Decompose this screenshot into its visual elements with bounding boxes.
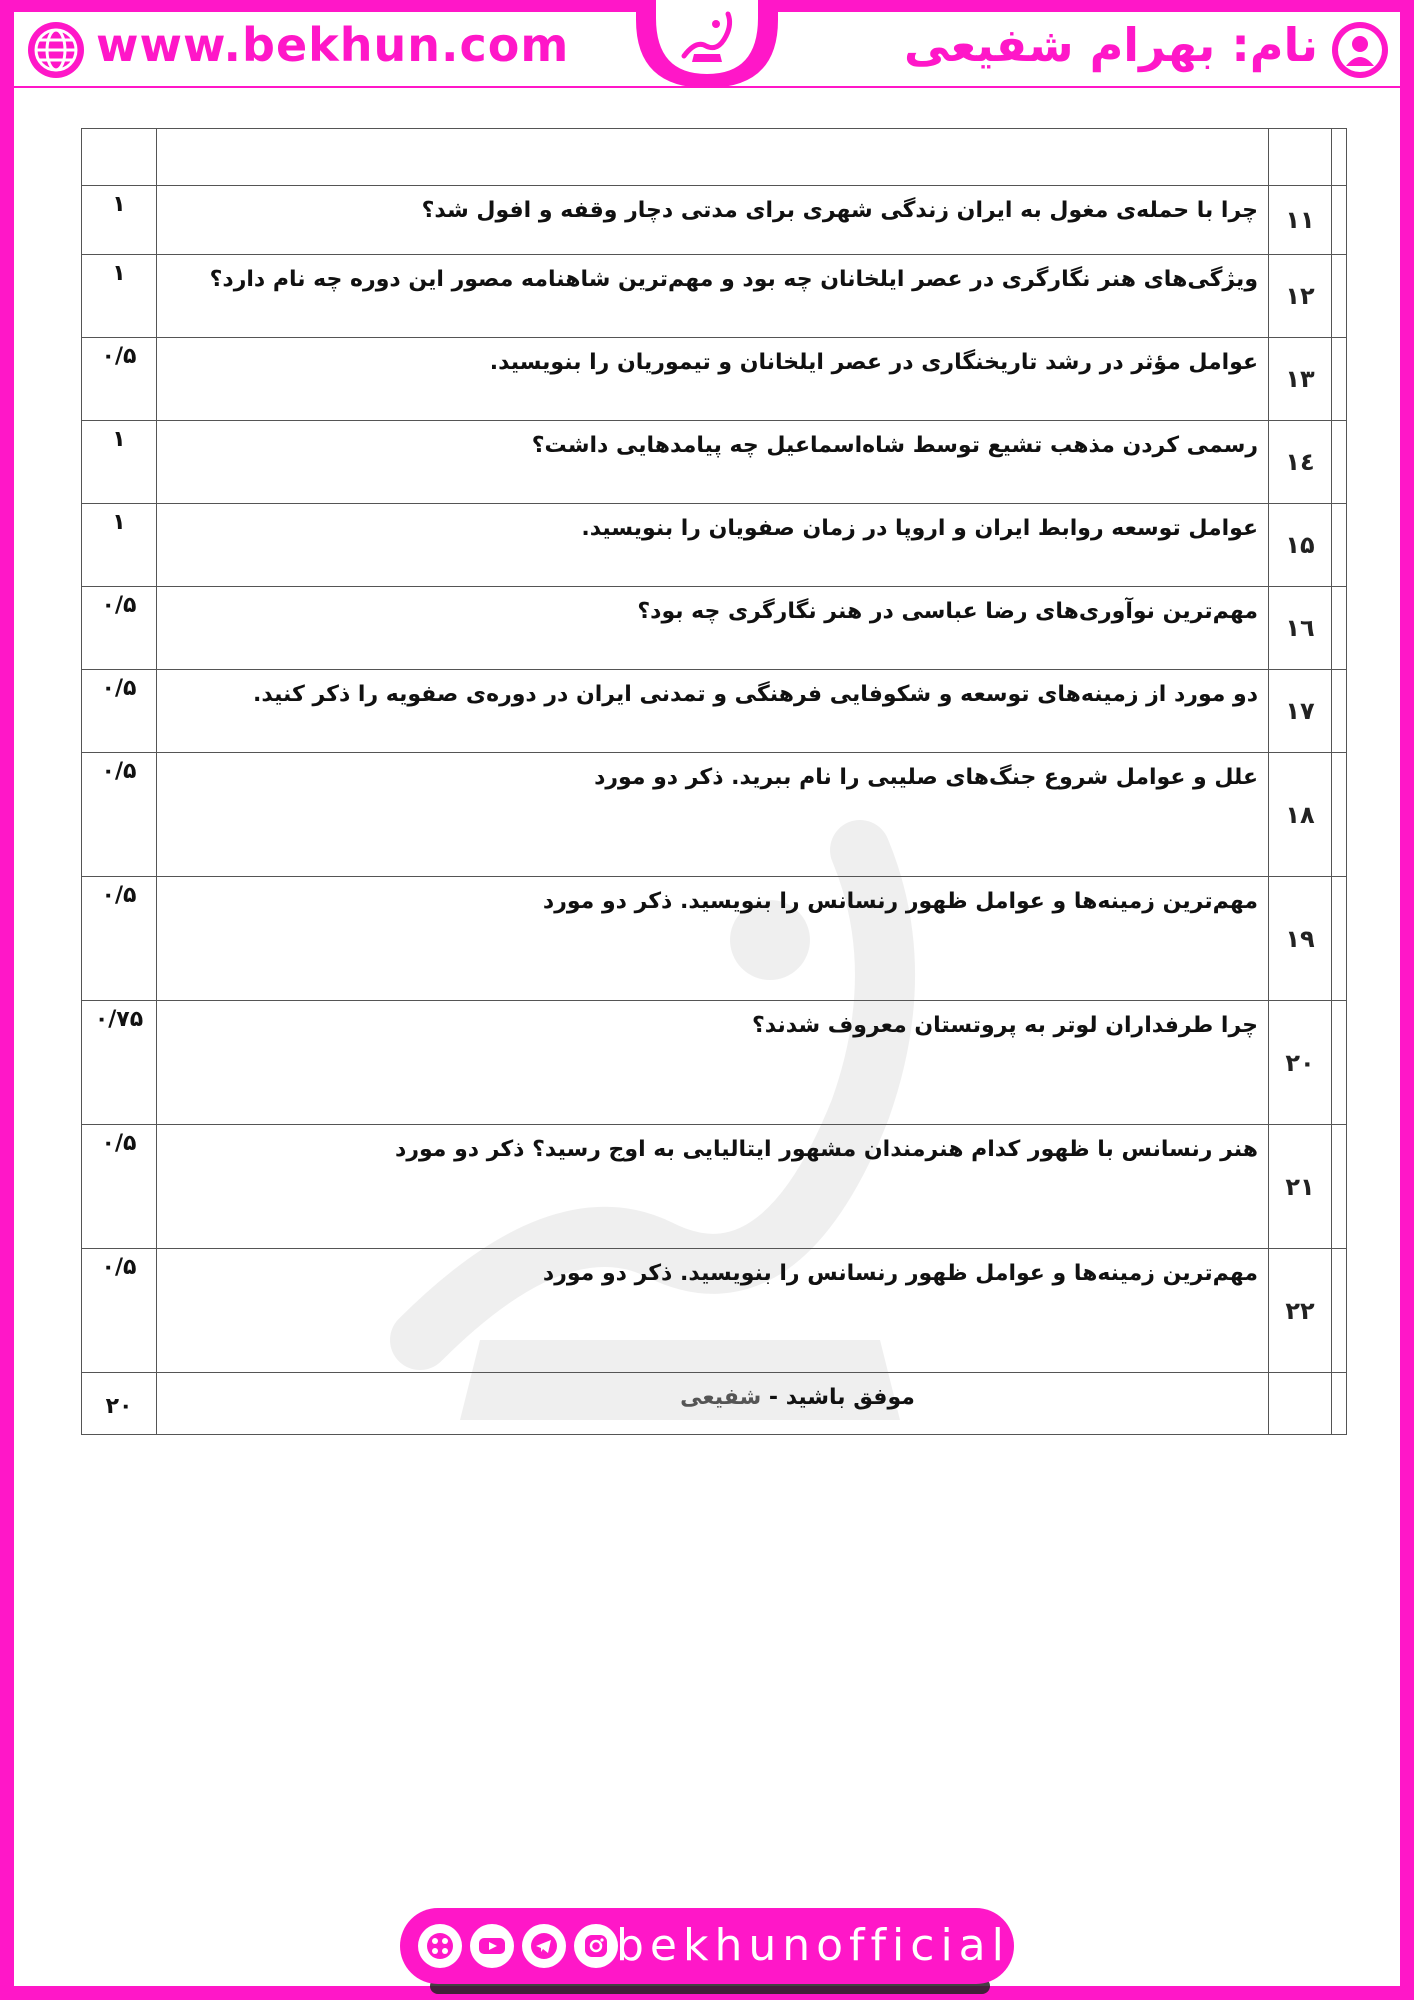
- question-score: ۰/۵: [82, 1249, 157, 1373]
- question-text: رسمی کردن مذهب تشیع توسط شاه‌اسماعیل چه پیامدهایی داشت؟: [157, 421, 1269, 504]
- closing-separator: -: [761, 1385, 786, 1410]
- question-number: ۱۸: [1269, 753, 1332, 877]
- question-number: ۱۹: [1269, 877, 1332, 1001]
- instagram-icon[interactable]: [574, 1924, 618, 1968]
- student-name: نام: بهرام شفیعی: [903, 18, 1318, 72]
- footer-social-bar: [400, 1908, 1014, 1984]
- question-score: ۰/۵: [82, 587, 157, 670]
- question-text: ویژگی‌های هنر نگارگری در عصر ایلخانان چه بود و مهم‌ترین شاهنامه مصور این دوره چه نام دارد؟: [157, 255, 1269, 338]
- logo-badge: [636, 0, 778, 88]
- closing-name: شفیعی: [680, 1385, 762, 1410]
- table-row: [82, 338, 1347, 421]
- table-row: [82, 670, 1347, 753]
- user-icon: [1328, 18, 1392, 82]
- table-row: [82, 587, 1347, 670]
- question-number: ۱۵: [1269, 504, 1332, 587]
- aparat-icon[interactable]: [418, 1924, 462, 1968]
- question-score: ۰/۵: [82, 753, 157, 877]
- telegram-icon[interactable]: [522, 1924, 566, 1968]
- question-number: ۲۱: [1269, 1125, 1332, 1249]
- question-score: ۱: [82, 255, 157, 338]
- question-text: مهم‌ترین نوآوری‌های رضا عباسی در هنر نگارگری چه بود؟: [157, 587, 1269, 670]
- question-score: ۱: [82, 421, 157, 504]
- table-row: [82, 877, 1347, 1001]
- closing-row: [82, 1373, 1347, 1435]
- question-number: ۱۱: [1269, 186, 1332, 255]
- question-score: ۰/۵: [82, 877, 157, 1001]
- table-row: [82, 421, 1347, 504]
- site-url[interactable]: www.bekhun.com: [96, 18, 570, 72]
- table-row: [82, 1125, 1347, 1249]
- question-score: ۱: [82, 504, 157, 587]
- question-number: ۱۷: [1269, 670, 1332, 753]
- question-text: عوامل توسعه روابط ایران و اروپا در زمان صفویان را بنویسید.: [157, 504, 1269, 587]
- closing-text: [157, 1373, 1269, 1435]
- table-row: [82, 753, 1347, 877]
- question-number: ۱٤: [1269, 421, 1332, 504]
- table-header-row: [82, 129, 1347, 186]
- question-text: علل و عوامل شروع جنگ‌های صلیبی را نام ببرید. ذکر دو مورد: [157, 753, 1269, 877]
- question-score: ۰/۵: [82, 1125, 157, 1249]
- question-number: ۱۳: [1269, 338, 1332, 421]
- question-text: چرا طرفداران لوتر به پروتستان معروف شدند؟: [157, 1001, 1269, 1125]
- question-number: ۱٦: [1269, 587, 1332, 670]
- question-text: مهم‌ترین زمینه‌ها و عوامل ظهور رنسانس را بنویسید. ذکر دو مورد: [157, 877, 1269, 1001]
- question-text: چرا با حمله‌ی مغول به ایران زندگی شهری برای مدتی دچار وقفه و افول شد؟: [157, 186, 1269, 255]
- question-number: ۲۲: [1269, 1249, 1332, 1373]
- social-icons: [418, 1924, 618, 1968]
- question-score: ۱: [82, 186, 157, 255]
- closing-wish: موفق باشید: [785, 1385, 915, 1410]
- question-text: مهم‌ترین زمینه‌ها و عوامل ظهور رنسانس را بنویسید. ذکر دو مورد: [157, 1249, 1269, 1373]
- question-score: ۰/۷۵: [82, 1001, 157, 1125]
- question-text: عوامل مؤثر در رشد تاریخنگاری در عصر ایلخانان و تیموریان را بنویسید.: [157, 338, 1269, 421]
- table-row: [82, 255, 1347, 338]
- question-score: ۰/۵: [82, 670, 157, 753]
- question-text: هنر رنسانس با ظهور کدام هنرمندان مشهور ایتالیایی به اوج رسید؟ ذکر دو مورد: [157, 1125, 1269, 1249]
- globe-icon: [24, 18, 88, 82]
- question-text: دو مورد از زمینه‌های توسعه و شکوفایی فرهنگی و تمدنی ایران در دوره‌ی صفویه را ذکر کنید.: [157, 670, 1269, 753]
- table-row: [82, 186, 1347, 255]
- question-table: [81, 128, 1347, 1435]
- question-score: ۰/۵: [82, 338, 157, 421]
- table-row: [82, 504, 1347, 587]
- youtube-icon[interactable]: [470, 1924, 514, 1968]
- table-row: [82, 1001, 1347, 1125]
- total-score: ۲۰: [82, 1373, 157, 1435]
- question-number: ۱۲: [1269, 255, 1332, 338]
- question-number: ۲۰: [1269, 1001, 1332, 1125]
- social-handle[interactable]: bekhunofficial: [616, 1920, 1010, 1971]
- table-row: [82, 1249, 1347, 1373]
